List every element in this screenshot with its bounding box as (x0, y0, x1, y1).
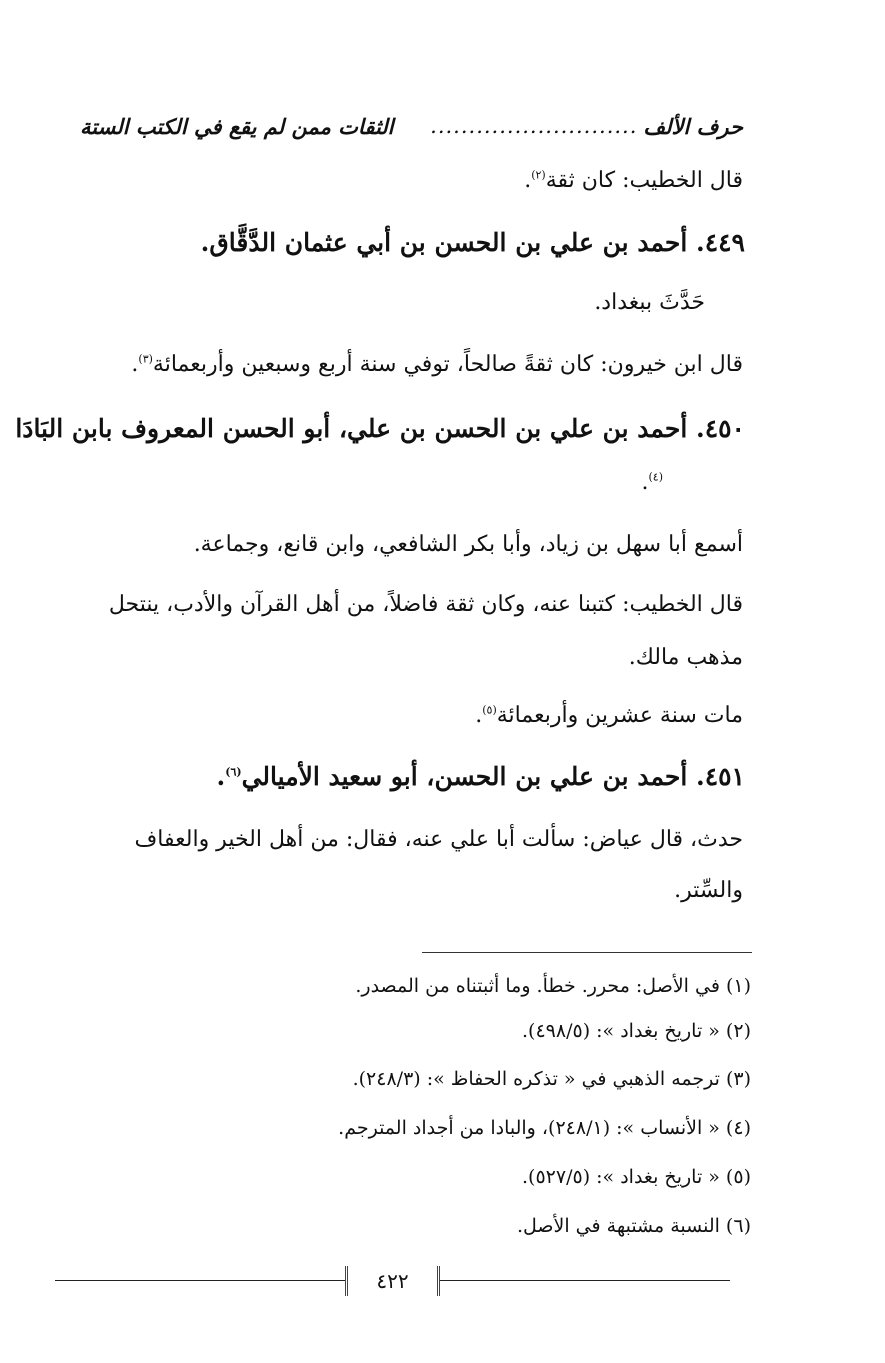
entry-heading-449: ٤٤٩. أحمد بن علي بن الحسن بن أبي عثمان الدَّقَّاق. (200, 228, 745, 257)
footer-rule-left (55, 1280, 345, 1281)
body-line: والسِّتر. (674, 878, 743, 903)
footnote-4: (٤) « الأنساب »: (٢٤٨/١)، والبادا من أجداد المترجم. (338, 1117, 751, 1139)
header-dots: ........................... (430, 114, 638, 138)
entry-heading-450: ٤٥٠. أحمد بن علي بن الحسن بن علي، أبو الحسن المعروف بابن البَادَا (15, 414, 745, 443)
body-line: قال الخطيب: كتبنا عنه، وكان ثقة فاضلاً، من أهل القرآن والأدب، ينتحل (108, 592, 743, 617)
body-line: مات سنة عشرين وأربعمائة$^{(٥)}$. (475, 703, 743, 728)
footnote-3: (٣) ترجمه الذهبي في « تذكره الحفاظ »: (٢٤٨/٣). (352, 1068, 751, 1090)
footnote-ref: (٢) (531, 168, 546, 182)
body-line: قال ابن خيرون: كان ثقةً صالحاً، توفي سنة أربع وسبعين وأربعمائة$^{(٣)}$. (131, 352, 743, 377)
footnote-2: (٢) « تاريخ بغداد »: (٤٩٨/٥). (522, 1020, 751, 1042)
body-line: قال الخطيب: كان ثقة$^{(٢)}$. (524, 168, 743, 193)
page-number: ٤٢٢ (345, 1266, 440, 1296)
header-chapter: حرف الألف (643, 113, 743, 139)
body-line: حدث، قال عياض: سألت أبا علي عنه، فقال: من أهل الخير والعفاف (134, 827, 743, 852)
running-header (80, 108, 743, 144)
footer-rule-right (440, 1280, 730, 1281)
entry-heading-451: ٤٥١. أحمد بن علي بن الحسن، أبو سعيد الأميالي$^{(٦)}$. (216, 762, 745, 791)
footnote-ref: (٦) (225, 765, 242, 779)
footnote-ref: (٥) (482, 703, 497, 717)
header-book-title: الثقات ممن لم يقع في الكتب الستة (80, 113, 394, 139)
page-footer (55, 1266, 730, 1296)
footnote-6: (٦) النسبة مشتبهة في الأصل. (516, 1215, 751, 1237)
footnote-ref: (٣) (138, 352, 153, 366)
footnote-separator (422, 952, 752, 953)
body-line: أسمع أبا سهل بن زياد، وأبا بكر الشافعي، وابن قانع، وجماعة. (193, 532, 743, 557)
footnote-5: (٥) « تاريخ بغداد »: (٥٢٧/٥). (522, 1166, 751, 1188)
body-line: مذهب مالك. (628, 645, 743, 670)
footnote-ref: (٤) (648, 470, 663, 484)
body-line: $^{(٤)}$. (641, 470, 663, 495)
footnote-1: (١) في الأصل: محرر. خطأ. وما أثبتناه من المصدر. (355, 975, 751, 997)
body-line: حَدَّثَ ببغداد. (594, 290, 705, 315)
